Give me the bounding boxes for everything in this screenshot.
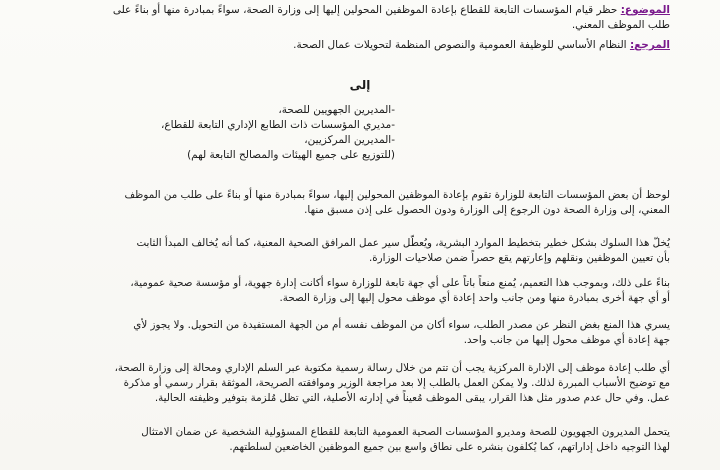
subject-text-2: طلب الموظف المعني. [571, 19, 670, 31]
paragraph-6 [40, 425, 670, 455]
paragraph-line: عمل. وفي حال عدم صدور مثل هذا القرار، يبقى الموظف مُعيناً في إدارته الأصلية، التي تظل مُلزمة بتوفير وظيفته الحالية. [154, 392, 670, 404]
paragraph-line: بناءً على ذلك، وبموجب هذا التعميم، يُمنع منعاً باتاً على أي جهة تابعة للوزارة سواء أكانت إدارة جهوية، أو مؤسسة صحية عمومية، [130, 277, 670, 289]
subject-label: الموضوع: [620, 4, 670, 16]
reference-line [40, 38, 670, 52]
subject-line-1 [40, 3, 670, 17]
paragraph-line: بأن تعيين الموظفين ونقلهم وإعارتهم يقع حصراً ضمن صلاحيات الوزارة. [368, 252, 670, 264]
subject-line-2 [40, 18, 670, 32]
paragraph-line: المعني، إلى وزارة الصحة دون الرجوع إلى الوزارة ودون الحصول على إذن مسبق منها. [304, 204, 670, 216]
recipient-item: (للتوزيع على جميع الهيئات والمصالح التابعة لهم) [187, 149, 395, 161]
subject-text-1: حظر قيام المؤسسات التابعة للقطاع بإعادة الموظفين المحولين إليها إلى وزارة الصحة، سواءً بمبادرة منها أو بناءً على [112, 4, 618, 16]
paragraph-2 [40, 236, 670, 266]
paragraph-line: يتحمل المديرون الجهويون للصحة ومديرو المؤسسات الصحية العمومية التابعة للقطاع المسؤولية الشخصية عن ضمان الامتثال [141, 426, 670, 438]
paragraph-3 [40, 276, 670, 306]
paragraph-line: لهذا التوجيه داخل إداراتهم، كما يُكلفون بنشره على نطاق واسع بين جميع الموظفين الخاضعين لسلطتهم. [229, 441, 670, 453]
recipient-item: -المديرين المركزيين، [304, 134, 395, 146]
paragraph-1 [40, 188, 670, 218]
recipient-item: -مديري المؤسسات ذات الطابع الإداري التابعة للقطاع، [160, 119, 395, 131]
paragraph-5 [40, 361, 670, 406]
recipients-heading: إلى [349, 78, 371, 92]
paragraph-line: أي طلب إعادة موظف إلى الإدارة المركزية يجب أن تتم من خلال رسالة رسمية مكتوبة عبر السلم الإداري ومحالة إلى وزارة الصحة، [114, 362, 670, 374]
paragraph-line: مع توضيح الأسباب المبررة لذلك. ولا يمكن العمل بالطلب إلا بعد مراجعة الوزير وموافقته الصريحة، الموثقة بقرار رسمي أو مذكرة [123, 377, 670, 389]
paragraph-line: يُخلّ هذا السلوك بشكل خطير بتخطيط الموارد البشرية، ويُعطّل سير عمل المرافق الصحية المعنية، كما أنه يُخالف المبدأ الثابت [136, 237, 670, 249]
paragraph-line: جهة إعادة أي موظف محول إليها من جانب واحد. [463, 334, 670, 346]
recipient-item: -المديرين الجهويين للصحة، [278, 104, 395, 116]
paragraph-line: يسري هذا المنع بغض النظر عن مصدر الطلب، سواء أكان من الموظف نفسه أم من الجهة المستفيدة من التحويل. ولا يجوز لأي [133, 319, 670, 331]
reference-text: النظام الأساسي للوظيفة العمومية والنصوص المنظمة لتحويلات عمال الصحة. [293, 39, 627, 51]
paragraph-line: أو أي جهة أخرى بمبادرة منها ومن جانب واحد إعادة أي موظف محول إليها إلى وزارة الصحة. [279, 292, 670, 304]
paragraph-4 [40, 318, 670, 348]
paragraph-line: لوحظ أن بعض المؤسسات التابعة للوزارة تقوم بإعادة الموظفين المحولين إليها، سواءً بمبادرة منها أو بناءً على طلب من الموظف [124, 189, 670, 201]
reference-label: المرجع: [629, 39, 670, 51]
recipients-list [75, 103, 395, 163]
